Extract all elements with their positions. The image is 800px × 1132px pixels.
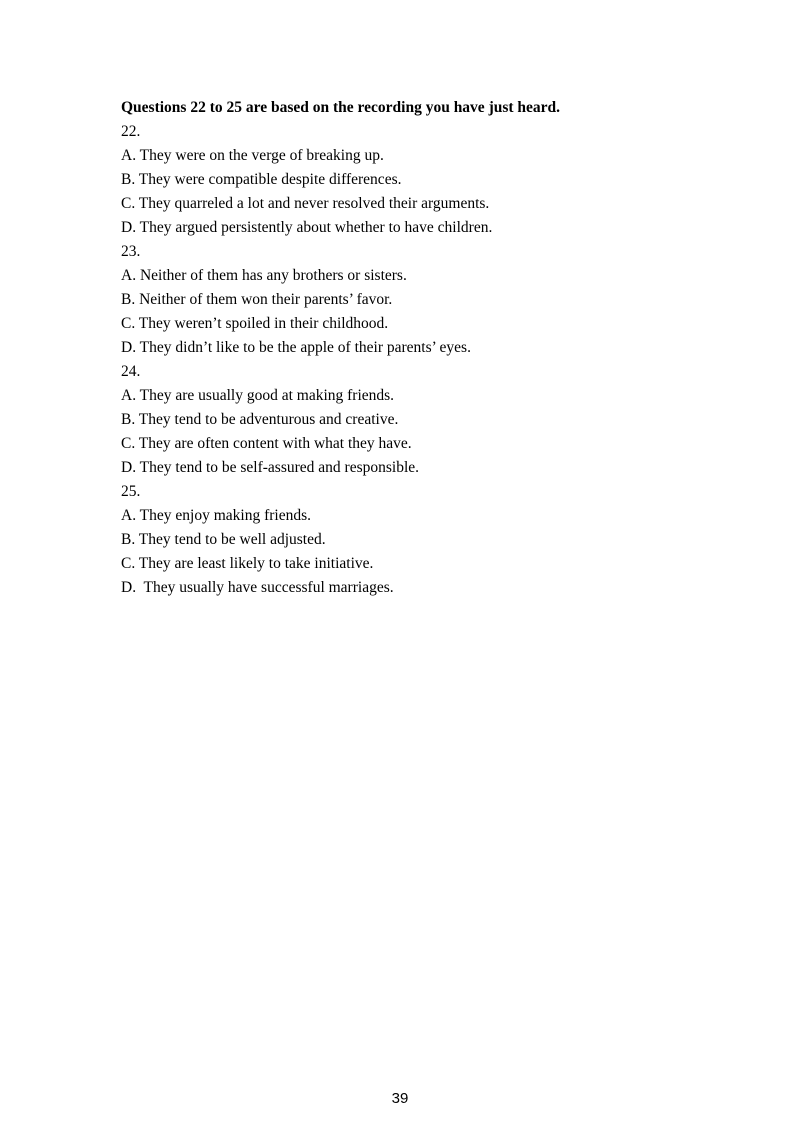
option-b: B. They tend to be adventurous and creative. <box>121 411 399 428</box>
question-23 <box>121 240 721 360</box>
question-22 <box>121 120 721 240</box>
option-b: B. Neither of them won their parents’ favor. <box>121 291 393 308</box>
option-a: A. They are usually good at making friends. <box>121 387 395 404</box>
option-a: A. They were on the verge of breaking up. <box>121 147 384 164</box>
section-heading: Questions 22 to 25 are based on the recording you have just heard. <box>121 99 561 116</box>
option-b: B. They were compatible despite differences. <box>121 171 402 188</box>
option-c: C. They weren’t spoiled in their childhood. <box>121 315 389 332</box>
option-d: D. They tend to be self-assured and responsible. <box>121 459 420 476</box>
question-24 <box>121 360 721 480</box>
option-a: A. Neither of them has any brothers or sisters. <box>121 267 407 284</box>
page-number: 39 <box>391 1090 409 1107</box>
option-c: C. They are least likely to take initiative. <box>121 555 374 572</box>
option-d: D. They argued persistently about whether to have children. <box>121 219 493 236</box>
question-25 <box>121 480 721 600</box>
question-number: 23. <box>121 243 141 260</box>
question-number: 25. <box>121 483 141 500</box>
option-d: D. They didn’t like to be the apple of their parents’ eyes. <box>121 339 471 356</box>
option-c: C. They are often content with what they have. <box>121 435 412 452</box>
option-a: A. They enjoy making friends. <box>121 507 311 524</box>
option-c: C. They quarreled a lot and never resolved their arguments. <box>121 195 490 212</box>
question-number: 24. <box>121 363 141 380</box>
option-d: D. They usually have successful marriages. <box>121 579 394 596</box>
option-b: B. They tend to be well adjusted. <box>121 531 326 548</box>
question-number: 22. <box>121 123 141 140</box>
question-section <box>121 96 721 600</box>
